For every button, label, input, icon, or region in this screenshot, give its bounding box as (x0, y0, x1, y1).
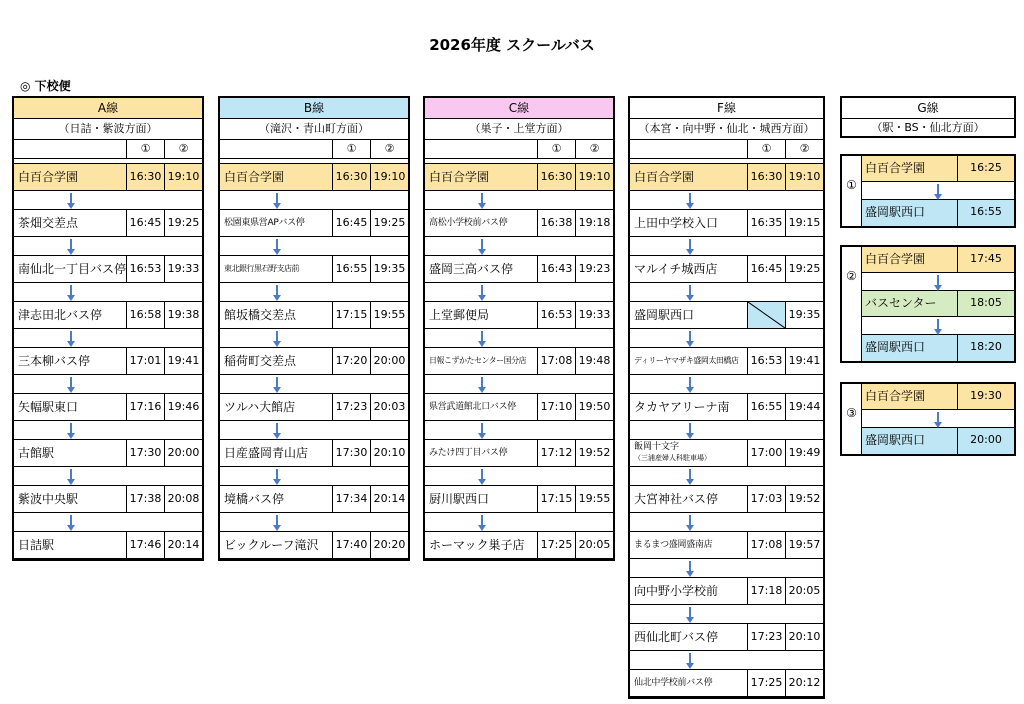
route-direction: （駅・BS・仙北方面） (871, 121, 985, 134)
time-trip-1: 16:35 (748, 210, 786, 236)
time-trip-1: 17:08 (538, 348, 576, 374)
route-g (840, 96, 1016, 138)
column-header-spacer (14, 140, 127, 158)
column-header-2: ② (799, 142, 810, 155)
time-trip-1: 17:40 (333, 532, 371, 558)
stop-gap (862, 410, 1014, 428)
stop-row (630, 301, 823, 329)
stop-row (862, 247, 1014, 273)
stop-gap (630, 191, 823, 209)
stop-gap (630, 329, 823, 347)
stop-gap (862, 273, 1014, 291)
route-name: F線 (630, 98, 823, 119)
stop-name: 茶畑交差点 (14, 210, 127, 236)
stop-time: 17:45 (970, 252, 1002, 265)
stop-row (862, 200, 1014, 226)
stop-name: タカヤアリーナ南 (630, 394, 748, 420)
column-header-1: ① (748, 140, 786, 158)
stop-name: ホーマック巣子店 (425, 532, 538, 558)
time-trip-2: 19:23 (578, 262, 611, 275)
time-trip-1: 16:53 (127, 256, 165, 282)
stop-name: 紫波中央駅 (14, 486, 127, 512)
time-trip-1: 17:20 (333, 348, 371, 374)
stop-row (630, 393, 823, 421)
time-trip-2: 19:38 (167, 308, 200, 321)
spacer (425, 159, 613, 163)
time-trip-2: 20:10 (373, 446, 406, 459)
time-trip-2: 19:35 (788, 308, 821, 321)
time-trip-2: 19:57 (788, 538, 821, 551)
stop-name: 松園東県営APバス停 (220, 210, 333, 236)
route-name: C線 (425, 98, 613, 119)
stop-gap (14, 237, 202, 255)
route-direction: （滝沢・青山町方面） (220, 119, 408, 140)
time-trip-1: 17:38 (127, 486, 165, 512)
stop-row (14, 531, 202, 559)
stop-row (14, 485, 202, 513)
stop-gap (14, 283, 202, 301)
trip-number: ① (842, 156, 862, 226)
stop-gap (425, 513, 613, 531)
g-trip-block (840, 382, 1016, 456)
time-trip-2: 19:55 (578, 492, 611, 505)
column-header-row (14, 140, 202, 159)
stop-name: 津志田北バス停 (14, 302, 127, 328)
time-trip-2: 19:25 (788, 262, 821, 275)
stop-row (220, 439, 408, 467)
stop-row (425, 255, 613, 283)
stop-time: 16:55 (970, 205, 1002, 218)
time-trip-1: 17:30 (127, 440, 165, 466)
time-trip-2: 19:50 (578, 400, 611, 413)
column-header-row (630, 140, 823, 159)
time-trip-1: 16:53 (748, 348, 786, 374)
stop-row (425, 209, 613, 237)
stop-gap (630, 421, 823, 439)
stop-name: 日詰駅 (14, 532, 127, 558)
stop-name: 白百合学園 (630, 164, 748, 190)
route-name: G線 (842, 98, 1014, 119)
stop-gap (220, 283, 408, 301)
stop-name: 古館駅 (14, 440, 127, 466)
route-name: A線 (14, 98, 202, 119)
stop-row (14, 255, 202, 283)
time-trip-1: 16:43 (538, 256, 576, 282)
stop-name: 上堂郵便局 (425, 302, 538, 328)
stop-row (630, 439, 823, 467)
time-trip-1: 16:55 (333, 256, 371, 282)
stop-gap (14, 191, 202, 209)
stop-name: 境橋バス停 (220, 486, 333, 512)
time-trip-1: 17:16 (127, 394, 165, 420)
stop-gap (220, 375, 408, 393)
time-trip-1: 17:10 (538, 394, 576, 420)
stop-gap (14, 329, 202, 347)
stop-name: 西仙北町バス停 (630, 624, 748, 650)
column-header-2: ② (178, 142, 189, 155)
time-trip-2: 19:10 (578, 170, 611, 183)
stop-row (425, 301, 613, 329)
time-trip-2: 20:20 (373, 538, 406, 551)
stop-row (220, 393, 408, 421)
stop-gap (862, 182, 1014, 200)
route-a (12, 96, 204, 561)
time-trip-2: 19:25 (167, 216, 200, 229)
stop-gap (630, 375, 823, 393)
stop-name: 日報こずかたセンター国分店 (425, 348, 538, 374)
stop-row (630, 347, 823, 375)
stop-name: 三本柳バス停 (14, 348, 127, 374)
stop-name: 厨川駅西口 (425, 486, 538, 512)
stop-name: 白百合学園 (862, 156, 958, 181)
stop-gap (630, 559, 823, 577)
time-trip-2: 19:10 (788, 170, 821, 183)
section-heading: ◎ 下校便 (20, 79, 71, 93)
time-trip-2: 20:03 (373, 400, 406, 413)
stop-gap (220, 237, 408, 255)
time-trip-1: 17:23 (333, 394, 371, 420)
stop-row (14, 393, 202, 421)
stop-name: 県営武道館北口バス停 (425, 394, 538, 420)
stop-row (220, 531, 408, 559)
route-f (628, 96, 825, 699)
time-trip-1 (748, 302, 786, 328)
stop-gap (14, 467, 202, 485)
stop-gap (220, 421, 408, 439)
stop-name-main: 飯岡十文字 (634, 442, 680, 452)
time-trip-1: 16:55 (748, 394, 786, 420)
stop-row (862, 335, 1014, 361)
stop-name: 南仙北一丁目バス停 (14, 256, 127, 282)
time-trip-2: 19:18 (578, 216, 611, 229)
stop-row (425, 439, 613, 467)
time-trip-2: 20:14 (373, 492, 406, 505)
stop-name: 盛岡三高バス停 (425, 256, 538, 282)
route-name: B線 (220, 98, 408, 119)
stop-name: 白百合学園 (862, 247, 958, 272)
time-trip-1: 16:58 (127, 302, 165, 328)
time-trip-2: 20:14 (167, 538, 200, 551)
g-trip-block (840, 245, 1016, 363)
column-header-spacer (425, 140, 538, 158)
time-trip-1: 16:30 (127, 164, 165, 190)
stop-row (862, 291, 1014, 317)
time-trip-1: 16:45 (333, 210, 371, 236)
stop-gap (14, 421, 202, 439)
stop-gap (630, 651, 823, 669)
time-trip-1: 17:30 (333, 440, 371, 466)
time-trip-1: 16:30 (748, 164, 786, 190)
stop-row (630, 255, 823, 283)
stop-name: 東北銀行黒石野支店前 (220, 256, 333, 282)
no-service-slash (748, 302, 785, 328)
stop-name: 稲荷町交差点 (220, 348, 333, 374)
column-header-1: ① (127, 140, 165, 158)
time-trip-1: 17:46 (127, 532, 165, 558)
time-trip-2: 19:15 (788, 216, 821, 229)
stop-gap (630, 513, 823, 531)
stop-name: 高松小学校前バス停 (425, 210, 538, 236)
stop-name-note: （三浦産婦人科駐車場） (634, 454, 711, 462)
time-trip-1: 16:30 (538, 164, 576, 190)
stop-name: ビックルーフ滝沢 (220, 532, 333, 558)
trip-stops (862, 156, 1014, 226)
stop-name: 大宮神社バス停 (630, 486, 748, 512)
stop-name: バスセンター (862, 291, 958, 316)
stop-row (220, 163, 408, 191)
spacer (630, 159, 823, 163)
time-trip-2: 19:35 (373, 262, 406, 275)
time-trip-2: 19:52 (578, 446, 611, 459)
stop-row (630, 669, 823, 697)
stop-gap (220, 467, 408, 485)
spacer (220, 159, 408, 163)
page-title: 2026年度 スクールバス (429, 36, 595, 54)
time-trip-2: 19:10 (373, 170, 406, 183)
stop-gap (425, 375, 613, 393)
stop-gap (630, 237, 823, 255)
time-trip-1: 17:15 (333, 302, 371, 328)
time-trip-2: 20:05 (788, 584, 821, 597)
stop-row (425, 393, 613, 421)
time-trip-2: 20:00 (167, 446, 200, 459)
stop-name: マルイチ城西店 (630, 256, 748, 282)
time-trip-1: 16:45 (748, 256, 786, 282)
time-trip-1: 16:30 (333, 164, 371, 190)
stop-row (220, 301, 408, 329)
column-header-2: ② (589, 142, 600, 155)
column-header-2: ② (384, 142, 395, 155)
time-trip-2: 20:12 (788, 676, 821, 689)
stop-name: 館坂橋交差点 (220, 302, 333, 328)
stop-time: 18:20 (970, 340, 1002, 353)
stop-row (630, 485, 823, 513)
time-trip-2: 19:33 (167, 262, 200, 275)
stop-name: 盛岡駅西口 (862, 335, 958, 361)
stop-row (14, 439, 202, 467)
time-trip-2: 19:44 (788, 400, 821, 413)
time-trip-2: 20:00 (373, 354, 406, 367)
stop-name: 白百合学園 (14, 164, 127, 190)
route-direction: （日詰・紫波方面） (14, 119, 202, 140)
time-trip-1: 16:38 (538, 210, 576, 236)
stop-row (630, 577, 823, 605)
time-trip-1: 17:08 (748, 532, 786, 558)
stop-row (862, 156, 1014, 182)
stop-name: 白百合学園 (425, 164, 538, 190)
time-trip-2: 19:33 (578, 308, 611, 321)
time-trip-2: 19:55 (373, 308, 406, 321)
column-header-row (425, 140, 613, 159)
stop-row (220, 347, 408, 375)
stop-row (630, 531, 823, 559)
stop-time: 16:25 (970, 161, 1002, 174)
stop-gap (14, 513, 202, 531)
stop-row (425, 347, 613, 375)
stop-name: みたけ四丁目バス停 (425, 440, 538, 466)
trip-stops (862, 384, 1014, 454)
time-trip-1: 16:45 (127, 210, 165, 236)
stop-gap (425, 283, 613, 301)
time-trip-2: 19:41 (788, 354, 821, 367)
route-c (423, 96, 615, 561)
stop-time: 20:00 (970, 433, 1002, 446)
stop-row (14, 163, 202, 191)
column-header-1: ① (333, 140, 371, 158)
time-trip-2: 20:05 (578, 538, 611, 551)
time-trip-1: 17:03 (748, 486, 786, 512)
stop-name: 仙北中学校前バス停 (630, 670, 748, 696)
time-trip-1: 17:23 (748, 624, 786, 650)
stop-row (220, 485, 408, 513)
stop-row (630, 209, 823, 237)
time-trip-2: 19:52 (788, 492, 821, 505)
time-trip-1: 17:12 (538, 440, 576, 466)
time-trip-2: 19:41 (167, 354, 200, 367)
stop-name: 白百合学園 (862, 384, 958, 409)
stop-name: ツルハ大館店 (220, 394, 333, 420)
stop-name: 盛岡駅西口 (630, 302, 748, 328)
time-trip-1: 17:00 (748, 440, 786, 466)
stop-gap (425, 191, 613, 209)
stop-row (630, 623, 823, 651)
stop-name: 白百合学園 (220, 164, 333, 190)
column-header-spacer (220, 140, 333, 158)
column-header-row (220, 140, 408, 159)
stop-row (425, 531, 613, 559)
time-trip-2: 20:10 (788, 630, 821, 643)
stop-gap (425, 467, 613, 485)
stop-name: 日産盛岡青山店 (220, 440, 333, 466)
stop-name: 向中野小学校前 (630, 578, 748, 604)
trip-stops (862, 247, 1014, 361)
stop-name: 矢幅駅東口 (14, 394, 127, 420)
time-trip-2: 19:46 (167, 400, 200, 413)
stop-row (862, 428, 1014, 454)
stop-gap (630, 605, 823, 623)
stop-name: 盛岡駅西口 (862, 200, 958, 226)
stop-row (14, 209, 202, 237)
trip-number: ② (842, 247, 862, 361)
stop-name: ディリーヤマザキ盛岡太田橋店 (630, 348, 748, 374)
stop-name: 上田中学校入口 (630, 210, 748, 236)
stop-row (425, 485, 613, 513)
stop-time: 18:05 (970, 296, 1002, 309)
time-trip-2: 19:48 (578, 354, 611, 367)
stop-gap (630, 467, 823, 485)
route-b (218, 96, 410, 561)
stop-row (220, 255, 408, 283)
stop-row (862, 384, 1014, 410)
stop-row (630, 163, 823, 191)
stop-time: 19:30 (970, 389, 1002, 402)
stop-gap (425, 421, 613, 439)
stop-name: 盛岡駅西口 (862, 428, 958, 454)
stop-row (14, 347, 202, 375)
time-trip-1: 17:15 (538, 486, 576, 512)
time-trip-1: 17:25 (748, 670, 786, 696)
route-direction: （本宮・向中野・仙北・城西方面） (630, 119, 823, 140)
g-trip-block (840, 154, 1016, 228)
column-header-spacer (630, 140, 748, 158)
time-trip-1: 17:34 (333, 486, 371, 512)
time-trip-1: 17:25 (538, 532, 576, 558)
time-trip-1: 17:01 (127, 348, 165, 374)
stop-row (425, 163, 613, 191)
stop-gap (630, 283, 823, 301)
time-trip-1: 16:53 (538, 302, 576, 328)
stop-gap (220, 191, 408, 209)
spacer (14, 159, 202, 163)
trip-number: ③ (842, 384, 862, 454)
stop-row (14, 301, 202, 329)
time-trip-1: 17:18 (748, 578, 786, 604)
stop-gap (220, 329, 408, 347)
stop-gap (425, 237, 613, 255)
time-trip-2: 19:49 (788, 446, 821, 459)
stop-gap (14, 375, 202, 393)
route-direction: （巣子・上堂方面） (425, 119, 613, 140)
time-trip-2: 19:25 (373, 216, 406, 229)
stop-gap (425, 329, 613, 347)
stop-row (220, 209, 408, 237)
time-trip-2: 19:10 (167, 170, 200, 183)
stop-gap (862, 317, 1014, 335)
column-header-1: ① (538, 140, 576, 158)
stop-name (630, 440, 748, 466)
time-trip-2: 20:08 (167, 492, 200, 505)
stop-gap (220, 513, 408, 531)
stop-name: まるまつ盛岡盛南店 (630, 532, 748, 558)
